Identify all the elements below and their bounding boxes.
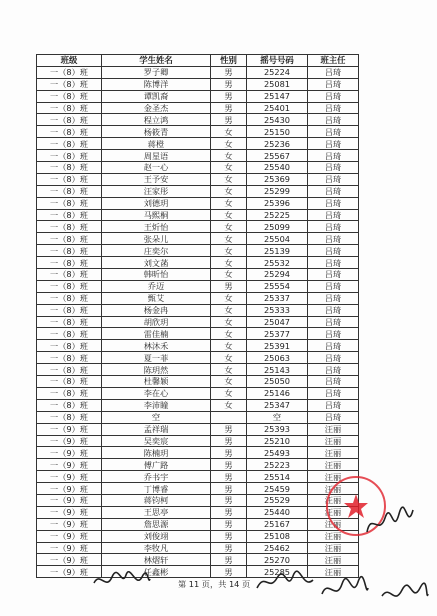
cell-gender: 男 (211, 530, 247, 542)
cell-class: 一（9）班 (37, 494, 102, 506)
header-student-name: 学生姓名 (102, 55, 211, 67)
cell-head-teacher: 汪丽 (308, 459, 359, 471)
cell-lottery-number: 25396 (247, 197, 308, 209)
cell-class: 一（9）班 (37, 506, 102, 518)
cell-head-teacher: 吕琦 (308, 209, 359, 221)
cell-lottery-number: 25532 (247, 257, 308, 269)
cell-head-teacher: 吕琦 (308, 257, 359, 269)
cell-lottery-number: 25139 (247, 245, 308, 257)
cell-student-name: 罗子卿 (102, 66, 211, 78)
cell-gender: 女 (211, 173, 247, 185)
table-row (37, 185, 359, 197)
cell-head-teacher: 汪丽 (308, 483, 359, 495)
table-row (37, 530, 359, 542)
cell-class: 一（8）班 (37, 340, 102, 352)
cell-gender: 女 (211, 150, 247, 162)
cell-head-teacher: 汪丽 (308, 494, 359, 506)
cell-gender: 女 (211, 292, 247, 304)
table-row (37, 197, 359, 209)
cell-head-teacher: 汪丽 (308, 542, 359, 554)
handwritten-signature-3 (365, 502, 415, 542)
student-roster-table (36, 54, 359, 578)
cell-lottery-number: 25347 (247, 399, 308, 411)
cell-student-name: 吴奕宸 (102, 435, 211, 447)
cell-class: 一（8）班 (37, 66, 102, 78)
cell-head-teacher: 汪丽 (308, 435, 359, 447)
cell-gender: 女 (211, 269, 247, 281)
cell-gender: 男 (211, 114, 247, 126)
cell-lottery-number: 25143 (247, 364, 308, 376)
cell-head-teacher: 吕琦 (308, 102, 359, 114)
handwritten-signature-4 (320, 572, 370, 608)
cell-student-name: 林熠轩 (102, 554, 211, 566)
cell-student-name: 王炘怡 (102, 221, 211, 233)
cell-head-teacher: 吕琦 (308, 197, 359, 209)
table-header-row (37, 55, 359, 67)
cell-gender: 男 (211, 423, 247, 435)
cell-student-name: 乔迈 (102, 280, 211, 292)
table-row (37, 471, 359, 483)
cell-class: 一（8）班 (37, 209, 102, 221)
table-row (37, 316, 359, 328)
table-row (37, 483, 359, 495)
table-row (37, 364, 359, 376)
table-row (37, 269, 359, 281)
cell-class: 一（9）班 (37, 471, 102, 483)
cell-gender: 女 (211, 233, 247, 245)
cell-lottery-number: 25236 (247, 138, 308, 150)
cell-lottery-number: 25540 (247, 162, 308, 174)
cell-gender: 男 (211, 78, 247, 90)
cell-student-name: 夏一菲 (102, 352, 211, 364)
cell-class: 一（8）班 (37, 399, 102, 411)
cell-student-name: 庄奕尔 (102, 245, 211, 257)
cell-student-name: 李在心 (102, 387, 211, 399)
header-lottery-number: 摇号号码 (247, 55, 308, 67)
table-row (37, 209, 359, 221)
cell-lottery-number: 25393 (247, 423, 308, 435)
handwritten-signature-5 (380, 580, 430, 610)
cell-gender: 女 (211, 138, 247, 150)
cell-class: 一（9）班 (37, 518, 102, 530)
cell-student-name: 杜馨颖 (102, 376, 211, 388)
table-row (37, 518, 359, 530)
table-row (37, 162, 359, 174)
cell-student-name: 甄艾 (102, 292, 211, 304)
cell-gender: 男 (211, 566, 247, 578)
cell-head-teacher: 吕琦 (308, 364, 359, 376)
cell-gender: 女 (211, 399, 247, 411)
cell-head-teacher: 汪丽 (308, 530, 359, 542)
cell-gender: 女 (211, 304, 247, 316)
cell-head-teacher: 汪丽 (308, 423, 359, 435)
cell-gender: 女 (211, 364, 247, 376)
table-body (37, 66, 359, 577)
cell-lottery-number: 25146 (247, 387, 308, 399)
cell-gender: 男 (211, 102, 247, 114)
table-row (37, 459, 359, 471)
cell-head-teacher: 吕琦 (308, 399, 359, 411)
table-row (37, 292, 359, 304)
cell-lottery-number: 25504 (247, 233, 308, 245)
cell-lottery-number: 25167 (247, 518, 308, 530)
cell-student-name: 胡欣玥 (102, 316, 211, 328)
cell-lottery-number: 25047 (247, 316, 308, 328)
cell-gender: 男 (211, 447, 247, 459)
cell-class: 一（8）班 (37, 138, 102, 150)
cell-class: 一（8）班 (37, 269, 102, 281)
cell-head-teacher: 汪丽 (308, 518, 359, 530)
cell-gender: 男 (211, 280, 247, 292)
table-row (37, 542, 359, 554)
header-gender: 性别 (211, 55, 247, 67)
cell-gender: 女 (211, 209, 247, 221)
cell-lottery-number: 25430 (247, 114, 308, 126)
table-row (37, 138, 359, 150)
cell-student-name: 赵一心 (102, 162, 211, 174)
cell-class: 一（8）班 (37, 114, 102, 126)
cell-lottery-number: 25333 (247, 304, 308, 316)
handwritten-signature-2 (255, 568, 315, 596)
cell-gender: 男 (211, 518, 247, 530)
cell-student-name: 雷佳楠 (102, 328, 211, 340)
cell-lottery-number: 25150 (247, 126, 308, 138)
cell-gender: 男 (211, 471, 247, 483)
table-row (37, 506, 359, 518)
cell-head-teacher: 吕琦 (308, 328, 359, 340)
cell-class: 一（8）班 (37, 304, 102, 316)
cell-lottery-number: 25459 (247, 483, 308, 495)
table-row (37, 102, 359, 114)
cell-student-name: 傅广路 (102, 459, 211, 471)
cell-head-teacher: 吕琦 (308, 387, 359, 399)
table-row (37, 352, 359, 364)
cell-head-teacher: 吕琦 (308, 304, 359, 316)
cell-lottery-number: 25567 (247, 150, 308, 162)
cell-student-name: 张朵儿 (102, 233, 211, 245)
cell-class: 一（8）班 (37, 221, 102, 233)
table-row (37, 399, 359, 411)
cell-lottery-number: 25270 (247, 554, 308, 566)
cell-student-name: 詹思源 (102, 518, 211, 530)
cell-class: 一（8）班 (37, 352, 102, 364)
cell-lottery-number: 25391 (247, 340, 308, 352)
cell-gender: 男 (211, 435, 247, 447)
cell-head-teacher: 吕琦 (308, 269, 359, 281)
cell-class: 一（8）班 (37, 316, 102, 328)
cell-class: 一（9）班 (37, 459, 102, 471)
cell-head-teacher: 吕琦 (308, 411, 359, 423)
cell-head-teacher: 吕琦 (308, 245, 359, 257)
cell-head-teacher: 吕琦 (308, 66, 359, 78)
cell-class: 一（8）班 (37, 411, 102, 423)
cell-class: 一（8）班 (37, 173, 102, 185)
cell-class: 一（8）班 (37, 292, 102, 304)
cell-gender: 男 (211, 90, 247, 102)
table-row (37, 126, 359, 138)
table-row (37, 435, 359, 447)
table-row (37, 494, 359, 506)
cell-head-teacher: 汪丽 (308, 506, 359, 518)
cell-class: 一（8）班 (37, 185, 102, 197)
cell-class: 一（9）班 (37, 530, 102, 542)
cell-class: 一（8）班 (37, 90, 102, 102)
header-head-teacher: 班主任 (308, 55, 359, 67)
cell-student-name: 陈楠玥 (102, 447, 211, 459)
cell-student-name: 韩昕怡 (102, 269, 211, 281)
cell-lottery-number: 25224 (247, 66, 308, 78)
cell-student-name: 谭凯裔 (102, 90, 211, 102)
cell-class: 一（8）班 (37, 233, 102, 245)
cell-lottery-number: 25377 (247, 328, 308, 340)
cell-student-name: 刘俊翊 (102, 530, 211, 542)
cell-student-name: 金圣杰 (102, 102, 211, 114)
cell-gender: 男 (211, 554, 247, 566)
table-row (37, 114, 359, 126)
cell-student-name: 马熙桐 (102, 209, 211, 221)
cell-head-teacher: 吕琦 (308, 185, 359, 197)
cell-gender: 女 (211, 352, 247, 364)
table-row (37, 280, 359, 292)
cell-lottery-number: 25462 (247, 542, 308, 554)
cell-head-teacher: 吕琦 (308, 340, 359, 352)
handwritten-signature-1 (92, 565, 152, 595)
cell-head-teacher: 吕琦 (308, 114, 359, 126)
cell-gender: 女 (211, 221, 247, 233)
cell-student-name: 空 (102, 411, 211, 423)
cell-lottery-number: 25554 (247, 280, 308, 292)
cell-head-teacher: 吕琦 (308, 150, 359, 162)
cell-head-teacher: 吕琦 (308, 162, 359, 174)
cell-gender: 女 (211, 376, 247, 388)
table-row (37, 90, 359, 102)
cell-gender: 女 (211, 257, 247, 269)
cell-class: 一（8）班 (37, 78, 102, 90)
cell-lottery-number: 25514 (247, 471, 308, 483)
cell-student-name: 李牧凡 (102, 542, 211, 554)
cell-gender: 女 (211, 197, 247, 209)
cell-student-name: 汪家彤 (102, 185, 211, 197)
cell-lottery-number: 25225 (247, 209, 308, 221)
cell-head-teacher: 吕琦 (308, 173, 359, 185)
cell-lottery-number: 25223 (247, 459, 308, 471)
cell-lottery-number: 25285 (247, 566, 308, 578)
table-row (37, 554, 359, 566)
table-row (37, 411, 359, 423)
table-row (37, 387, 359, 399)
table-row (37, 150, 359, 162)
cell-class: 一（9）班 (37, 423, 102, 435)
cell-gender: 男 (211, 494, 247, 506)
cell-student-name: 杨筱青 (102, 126, 211, 138)
cell-student-name: 林沐禾 (102, 340, 211, 352)
cell-gender: 女 (211, 185, 247, 197)
cell-student-name: 陈玥然 (102, 364, 211, 376)
cell-lottery-number: 25063 (247, 352, 308, 364)
cell-lottery-number: 25099 (247, 221, 308, 233)
cell-lottery-number: 25299 (247, 185, 308, 197)
cell-gender: 女 (211, 245, 247, 257)
cell-head-teacher: 汪丽 (308, 566, 359, 578)
cell-class: 一（8）班 (37, 364, 102, 376)
cell-head-teacher: 吕琦 (308, 90, 359, 102)
cell-lottery-number: 25529 (247, 494, 308, 506)
cell-head-teacher: 吕琦 (308, 138, 359, 150)
cell-gender: 男 (211, 459, 247, 471)
cell-lottery-number: 25493 (247, 447, 308, 459)
cell-student-name: 刘德玥 (102, 197, 211, 209)
table-row (37, 173, 359, 185)
cell-lottery-number: 25050 (247, 376, 308, 388)
cell-head-teacher: 吕琦 (308, 376, 359, 388)
cell-head-teacher: 吕琦 (308, 233, 359, 245)
table-row (37, 304, 359, 316)
cell-student-name: 乔书宇 (102, 471, 211, 483)
cell-class: 一（8）班 (37, 376, 102, 388)
cell-head-teacher: 吕琦 (308, 352, 359, 364)
cell-lottery-number: 25081 (247, 78, 308, 90)
cell-lottery-number: 25147 (247, 90, 308, 102)
cell-student-name: 陈博洋 (102, 78, 211, 90)
cell-lottery-number: 25440 (247, 506, 308, 518)
cell-class: 一（8）班 (37, 102, 102, 114)
cell-head-teacher: 吕琦 (308, 221, 359, 233)
page-number-footer: 第 11 页，共 14 页 (178, 579, 251, 589)
cell-gender: 女 (211, 162, 247, 174)
cell-gender: 女 (211, 328, 247, 340)
cell-gender: 男 (211, 542, 247, 554)
cell-student-name: 王予安 (102, 173, 211, 185)
cell-student-name: 丁博睿 (102, 483, 211, 495)
cell-class: 一（9）班 (37, 447, 102, 459)
cell-class: 一（9）班 (37, 483, 102, 495)
cell-class: 一（8）班 (37, 387, 102, 399)
cell-student-name: 蒋钧柯 (102, 494, 211, 506)
cell-gender: 男 (211, 483, 247, 495)
cell-class: 一（9）班 (37, 554, 102, 566)
cell-lottery-number: 25337 (247, 292, 308, 304)
cell-student-name: 李沛瞳 (102, 399, 211, 411)
table-row (37, 66, 359, 78)
cell-lottery-number: 25401 (247, 102, 308, 114)
table-row (37, 423, 359, 435)
cell-head-teacher: 吕琦 (308, 78, 359, 90)
cell-gender (211, 411, 247, 423)
cell-gender: 女 (211, 126, 247, 138)
cell-lottery-number: 25108 (247, 530, 308, 542)
cell-head-teacher: 吕琦 (308, 316, 359, 328)
cell-class: 一（9）班 (37, 435, 102, 447)
cell-head-teacher: 汪丽 (308, 554, 359, 566)
cell-gender: 女 (211, 387, 247, 399)
cell-gender: 女 (211, 340, 247, 352)
cell-lottery-number: 25210 (247, 435, 308, 447)
cell-head-teacher: 吕琦 (308, 126, 359, 138)
table-row (37, 447, 359, 459)
cell-student-name: 程立鸿 (102, 114, 211, 126)
cell-lottery-number: 空 (247, 411, 308, 423)
cell-head-teacher: 汪丽 (308, 471, 359, 483)
cell-student-name: 孟祥瑞 (102, 423, 211, 435)
cell-head-teacher: 汪丽 (308, 447, 359, 459)
cell-student-name: 任鑫彬 (102, 566, 211, 578)
cell-class: 一（8）班 (37, 328, 102, 340)
cell-head-teacher: 吕琦 (308, 280, 359, 292)
cell-student-name: 周星语 (102, 150, 211, 162)
cell-gender: 男 (211, 506, 247, 518)
cell-student-name: 刘文菡 (102, 257, 211, 269)
cell-gender: 女 (211, 316, 247, 328)
table-row (37, 340, 359, 352)
cell-class: 一（8）班 (37, 245, 102, 257)
cell-head-teacher: 吕琦 (308, 292, 359, 304)
cell-student-name: 王思亭 (102, 506, 211, 518)
cell-class: 一（8）班 (37, 162, 102, 174)
cell-student-name: 蒋橙 (102, 138, 211, 150)
cell-class: 一（9）班 (37, 542, 102, 554)
cell-student-name: 杨金冉 (102, 304, 211, 316)
table-row (37, 376, 359, 388)
cell-lottery-number: 25369 (247, 173, 308, 185)
table-row (37, 233, 359, 245)
table-row (37, 328, 359, 340)
cell-class: 一（8）班 (37, 280, 102, 292)
cell-class: 一（8）班 (37, 150, 102, 162)
table-row (37, 245, 359, 257)
cell-class: 一（8）班 (37, 126, 102, 138)
header-class: 班级 (37, 55, 102, 67)
table-row (37, 257, 359, 269)
table-row (37, 78, 359, 90)
table-row (37, 221, 359, 233)
cell-class: 一（9）班 (37, 566, 102, 578)
cell-class: 一（8）班 (37, 257, 102, 269)
cell-lottery-number: 25294 (247, 269, 308, 281)
cell-class: 一（8）班 (37, 197, 102, 209)
cell-gender: 男 (211, 66, 247, 78)
